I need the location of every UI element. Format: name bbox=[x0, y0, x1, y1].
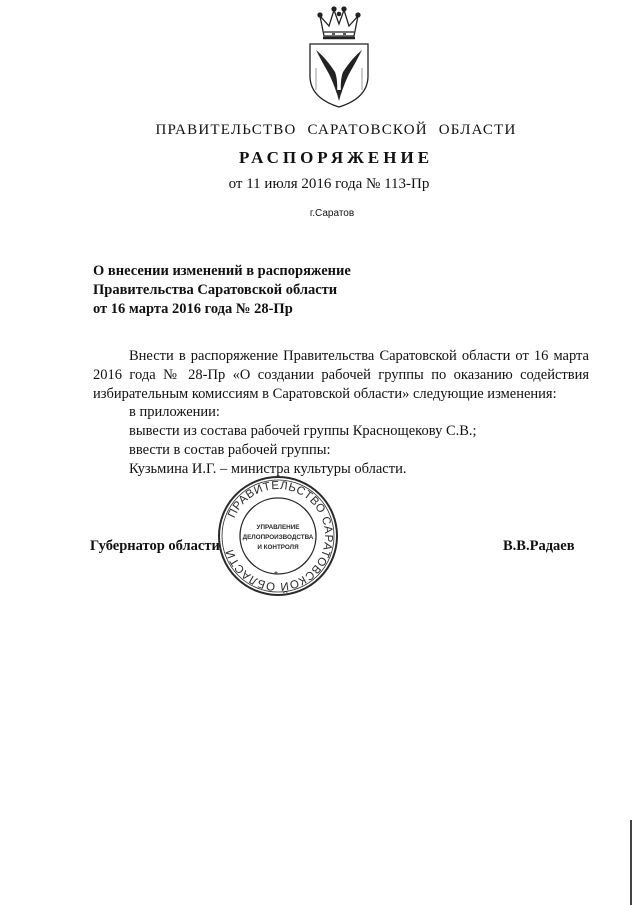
document-subject bbox=[93, 262, 413, 319]
body-line: ввести в состав рабочей группы: bbox=[129, 442, 331, 458]
body-line: в приложении: bbox=[129, 404, 220, 420]
signatory-name: В.В.Радаев bbox=[503, 538, 575, 554]
page-edge-mark bbox=[630, 820, 632, 905]
signatory-position: Губернатор области bbox=[90, 538, 220, 554]
official-stamp-icon bbox=[216, 474, 340, 598]
subject-line: О внесении изменений в распоряжение bbox=[93, 263, 351, 279]
document-date-number: от 11 июля 2016 года № 113-Пр bbox=[228, 176, 430, 192]
svg-text:УПРАВЛЕНИЕ: УПРАВЛЕНИЕ bbox=[256, 524, 300, 531]
body-line: вывести из состава рабочей группы Краснощекову С.В.; bbox=[129, 423, 477, 439]
document-city: г.Саратов bbox=[309, 208, 355, 219]
document-type: РАСПОРЯЖЕНИЕ bbox=[238, 148, 434, 167]
subject-line: от 16 марта 2016 года № 28-Пр bbox=[93, 301, 293, 317]
svg-text:ДЕЛОПРОИЗВОДСТВА: ДЕЛОПРОИЗВОДСТВА bbox=[242, 534, 314, 541]
government-title: ПРАВИТЕЛЬСТВО САРАТОВСКОЙ ОБЛАСТИ bbox=[155, 122, 517, 138]
body-paragraph: Внести в распоряжение Правительства Саратовской области от 16 марта 2016 года № 28-Пр «О создании рабочей группы по оказанию содействия избирательным комиссиям в Саратовской области» следующие изменения: bbox=[93, 348, 589, 402]
subject-line: Правительства Саратовской области bbox=[93, 282, 338, 298]
svg-text:И КОНТРОЛЯ: И КОНТРОЛЯ bbox=[257, 544, 299, 551]
svg-text:*: * bbox=[274, 570, 278, 581]
svg-text:ПРАВИТЕЛЬСТВО САРАТОВСКОЙ ОБЛА: ПРАВИТЕЛЬСТВО САРАТОВСКОЙ ОБЛАСТИ bbox=[224, 479, 335, 593]
body-line: Кузьмина И.Г. – министра культуры области. bbox=[129, 461, 407, 477]
coat-of-arms-icon bbox=[302, 6, 376, 110]
